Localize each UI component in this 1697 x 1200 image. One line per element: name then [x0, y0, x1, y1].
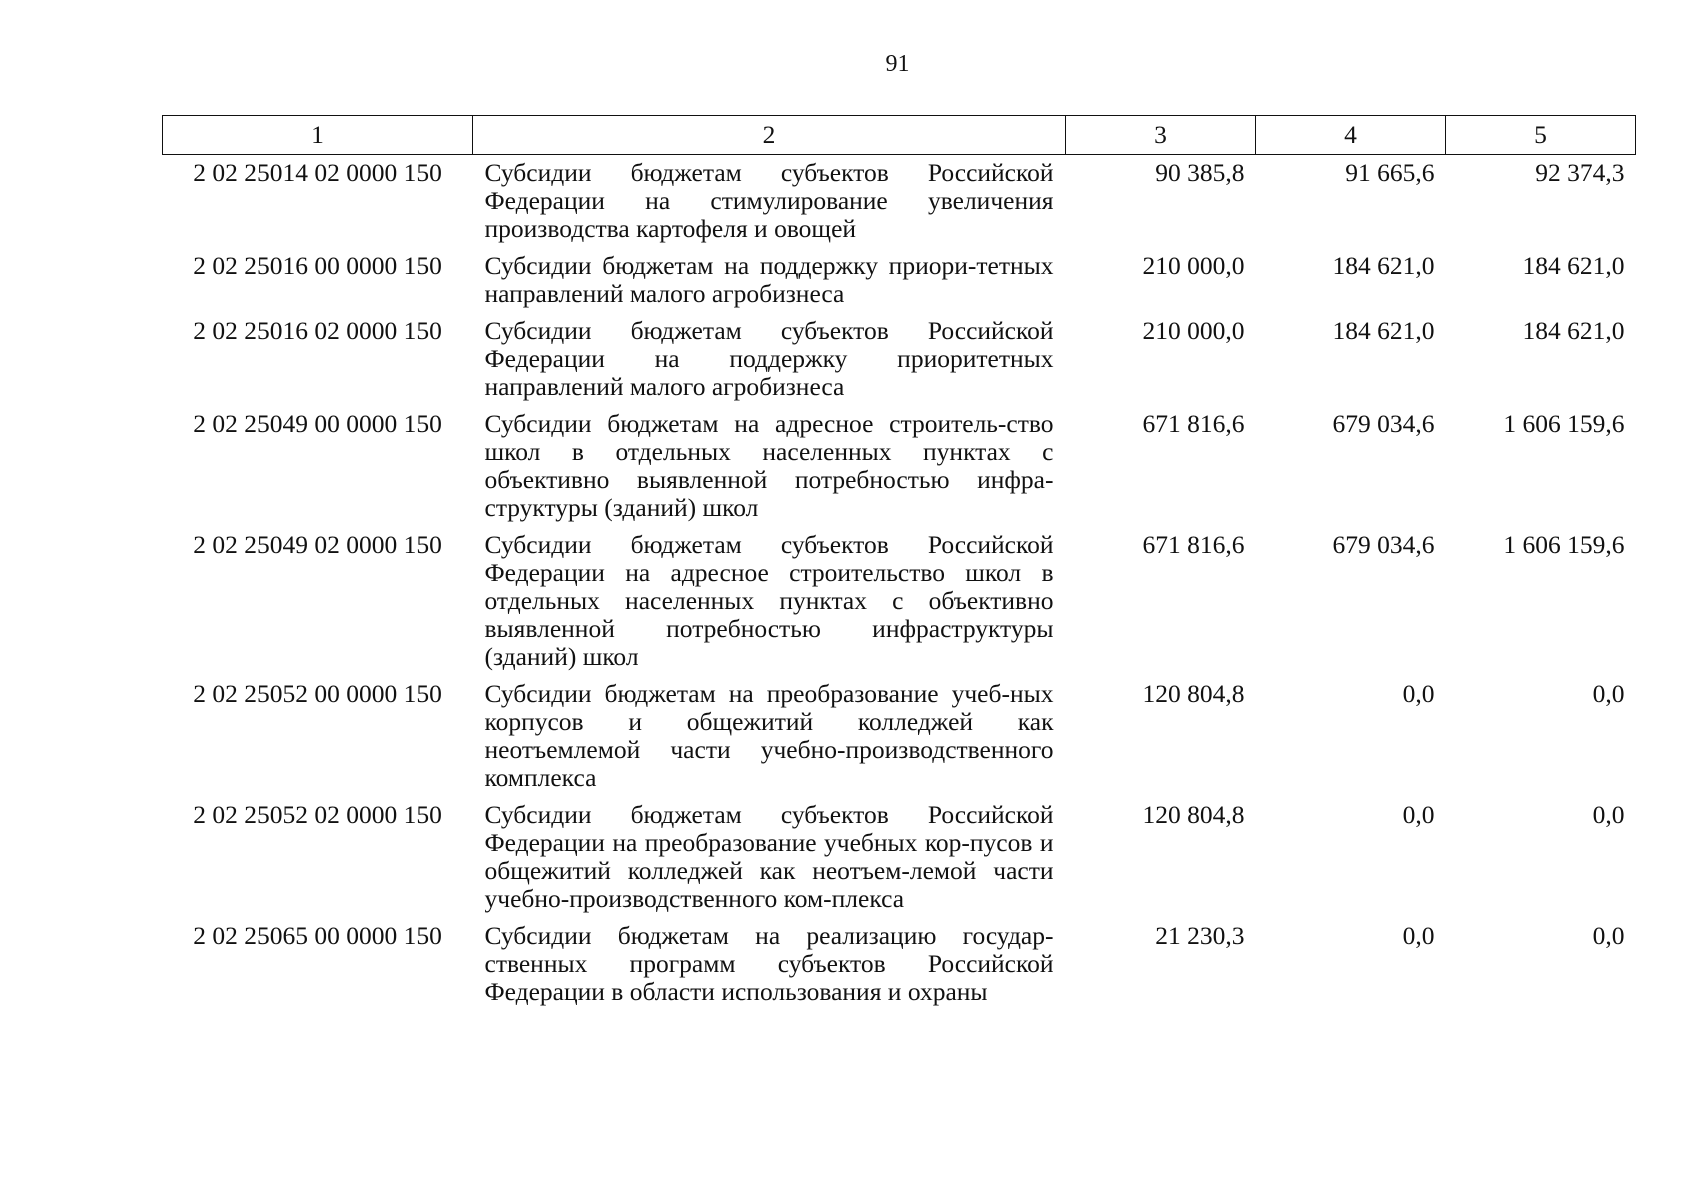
- table-row: [163, 922, 1636, 1015]
- row-description: Субсидии бюджетам субъектов Российской Федерации на стимулирование увеличения производства картофеля и овощей: [484, 158, 1054, 243]
- row-value-col4: 184 621,0: [1332, 251, 1435, 280]
- column-header-4: 4: [1256, 116, 1446, 155]
- row-value-col3: 210 000,0: [1142, 316, 1245, 345]
- column-header-1: 1: [163, 116, 473, 155]
- row-description: Субсидии бюджетам на преобразование учеб-ных корпусов и общежитий колледжей как неотъемлемой части учебно-производственного комплекса: [484, 679, 1054, 792]
- row-description: Субсидии бюджетам на поддержку приори-тетных направлений малого агробизнеса: [484, 251, 1054, 308]
- table-row: [163, 801, 1636, 922]
- row-value-col4: 0,0: [1402, 921, 1435, 950]
- column-header-5: 5: [1446, 116, 1636, 155]
- row-description: Субсидии бюджетам субъектов Российской Федерации на поддержку приоритетных направлений малого агробизнеса: [484, 316, 1054, 401]
- row-value-col4: 0,0: [1402, 679, 1435, 708]
- header-row: [163, 116, 1636, 155]
- table-row: [163, 410, 1636, 531]
- column-header-3: 3: [1066, 116, 1256, 155]
- table-header: [163, 116, 1636, 155]
- row-value-col3: 210 000,0: [1142, 251, 1245, 280]
- row-code: 2 02 25049 00 0000 150: [193, 409, 442, 438]
- page-number: 91: [885, 51, 910, 77]
- row-value-col3: 21 230,3: [1155, 921, 1245, 950]
- row-description: Субсидии бюджетам на реализацию государ-ственных программ субъектов Российской Федерации в области использования и охраны: [484, 921, 1054, 1006]
- row-value-col5: 1 606 159,6: [1503, 409, 1625, 438]
- row-value-col3: 120 804,8: [1142, 679, 1245, 708]
- row-value-col3: 90 385,8: [1155, 158, 1245, 187]
- row-value-col4: 679 034,6: [1332, 530, 1435, 559]
- row-value-col5: 184 621,0: [1522, 316, 1625, 345]
- row-value-col3: 671 816,6: [1142, 530, 1245, 559]
- row-code: 2 02 25065 00 0000 150: [193, 921, 442, 950]
- table-body: [163, 155, 1636, 1016]
- row-description: Субсидии бюджетам субъектов Российской Федерации на адресное строительство школ в отдельных населенных пунктах с объективно выявленной потребностью инфраструктуры (зданий) школ: [484, 530, 1054, 671]
- row-value-col5: 0,0: [1592, 800, 1625, 829]
- table-row: [163, 680, 1636, 801]
- table-row: [163, 317, 1636, 410]
- row-value-col5: 184 621,0: [1522, 251, 1625, 280]
- row-code: 2 02 25049 02 0000 150: [193, 530, 442, 559]
- row-code: 2 02 25016 02 0000 150: [193, 316, 442, 345]
- budget-table: [162, 115, 1636, 1015]
- row-code: 2 02 25014 02 0000 150: [193, 158, 442, 187]
- row-code: 2 02 25016 00 0000 150: [193, 251, 442, 280]
- row-description: Субсидии бюджетам субъектов Российской Федерации на преобразование учебных кор-пусов и общежитий колледжей как неотъем-лемой части учебно-производственного ком-плекса: [484, 800, 1054, 913]
- table-row: [163, 252, 1636, 317]
- row-value-col4: 91 665,6: [1345, 158, 1435, 187]
- row-value-col5: 0,0: [1592, 679, 1625, 708]
- row-code: 2 02 25052 02 0000 150: [193, 800, 442, 829]
- row-description: Субсидии бюджетам на адресное строитель-ство школ в отдельных населенных пунктах с объективно выявленной потребностью инфра-структуры (зданий) школ: [484, 409, 1054, 522]
- row-value-col3: 120 804,8: [1142, 800, 1245, 829]
- row-value-col3: 671 816,6: [1142, 409, 1245, 438]
- row-value-col4: 679 034,6: [1332, 409, 1435, 438]
- row-value-col4: 184 621,0: [1332, 316, 1435, 345]
- column-header-2: 2: [473, 116, 1066, 155]
- row-value-col5: 92 374,3: [1535, 158, 1625, 187]
- row-value-col4: 0,0: [1402, 800, 1435, 829]
- row-code: 2 02 25052 00 0000 150: [193, 679, 442, 708]
- row-value-col5: 1 606 159,6: [1503, 530, 1625, 559]
- table-row: [163, 155, 1636, 253]
- table-row: [163, 531, 1636, 680]
- row-value-col5: 0,0: [1592, 921, 1625, 950]
